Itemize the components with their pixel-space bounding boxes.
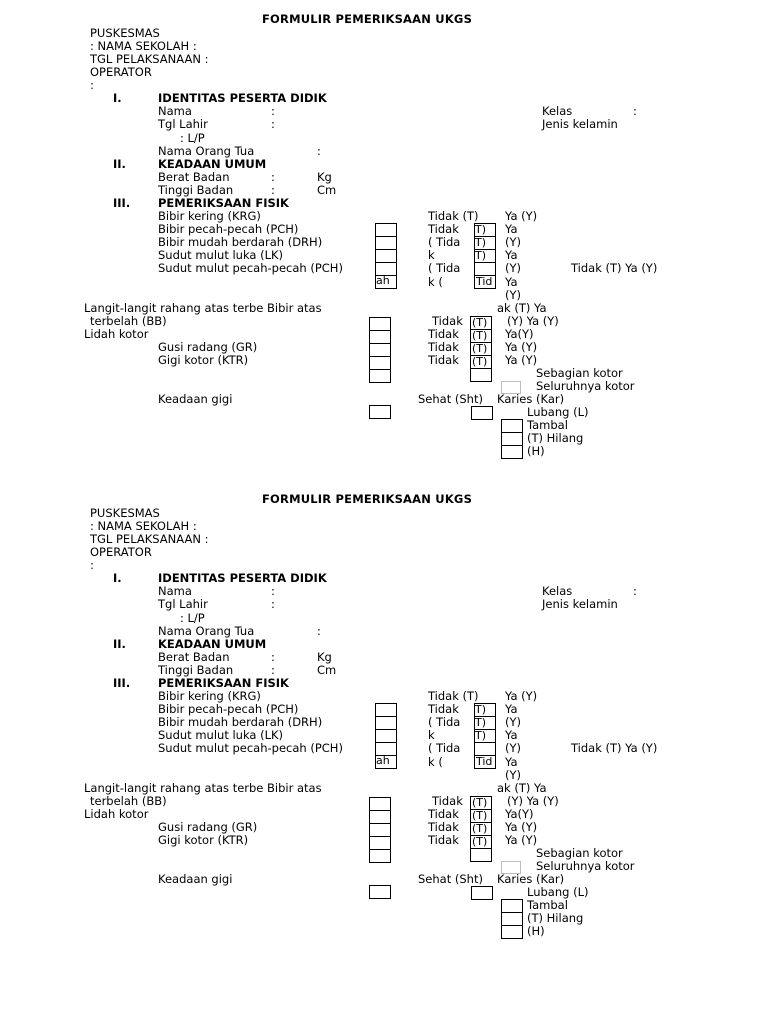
checkbox-text: (T) — [472, 836, 488, 847]
item-terbelah: terbelah (BB) — [90, 794, 167, 808]
option-lubang: Lubang (L) — [527, 405, 589, 419]
item-gigi-kotor: Gigi kotor (KTR) — [158, 833, 249, 847]
answer-tidak: Tidak (T) — [428, 209, 479, 223]
answer-ya: (Y) — [505, 261, 521, 275]
checkbox[interactable] — [501, 419, 523, 433]
checkbox-text: (T) — [472, 823, 488, 834]
item-keadaan-gigi: Keadaan gigi — [158, 872, 233, 886]
checkbox[interactable] — [369, 836, 391, 850]
tgl-pelaksanaan-label: TGL PELAKSANAAN : — [90, 52, 209, 66]
checkbox-text: Tid — [476, 756, 493, 767]
item-keadaan-gigi: Keadaan gigi — [158, 392, 233, 406]
operator-colon: : — [90, 78, 94, 92]
checkbox[interactable] — [471, 886, 493, 900]
checkbox[interactable] — [375, 249, 397, 263]
answer-tidak: k — [428, 728, 435, 742]
answer-tidak: k — [428, 248, 435, 262]
answer-ya: Ya — [505, 222, 518, 236]
answer-tidak: ( Tida — [428, 235, 461, 249]
answer-tidak: k ( — [428, 275, 443, 289]
answer-tidak: Tidak — [428, 353, 459, 367]
tgl-lahir-label: Tgl Lahir — [158, 117, 208, 131]
checkbox[interactable] — [375, 262, 397, 276]
tgl-lahir-colon: : — [271, 117, 275, 131]
section-3-number: III. — [113, 196, 131, 210]
answer-ya: (Y) — [505, 235, 521, 249]
answer-tidak: Tidak — [432, 314, 463, 328]
answer-tidak: ( Tida — [428, 715, 461, 729]
item-lidah-kotor: Lidah kotor — [84, 807, 149, 821]
answer-ya: Ya — [505, 702, 518, 716]
answer-ya: Ya — [505, 728, 518, 742]
answer-ya: Ya — [505, 275, 518, 289]
section-2-number: II. — [113, 157, 126, 171]
answer-langit: ak (T) Ya — [497, 781, 547, 795]
answer-tidak: Tidak (T) — [428, 689, 479, 703]
section-3-title: PEMERIKSAAN FISIK — [158, 676, 289, 690]
operator-colon: : — [90, 558, 94, 572]
option-tambal: Tambal — [527, 418, 568, 432]
checkbox[interactable] — [369, 405, 391, 419]
operator-label: OPERATOR — [90, 545, 152, 559]
answer-tidak: Tidak — [428, 820, 459, 834]
nama-orang-tua-label: Nama Orang Tua — [158, 624, 255, 638]
option-seluruhnya-kotor: Seluruhnya kotor — [536, 859, 635, 873]
tinggi-badan-colon: : — [271, 663, 275, 677]
section-3-title: PEMERIKSAAN FISIK — [158, 196, 289, 210]
checkbox[interactable] — [375, 742, 397, 756]
nama-orang-tua-colon: : — [317, 624, 321, 638]
option-sebagian-kotor: Sebagian kotor — [536, 366, 623, 380]
answer-ya: Ya(Y) — [505, 327, 534, 341]
checkbox-text: Tid — [476, 276, 493, 287]
checkbox[interactable] — [369, 849, 391, 863]
item-langit-langit: Langit-langit rahang atas terbe Bibir atas — [84, 781, 322, 795]
option-karies: Karies (Kar) — [497, 392, 565, 406]
answer-ya: (Y) — [505, 288, 521, 302]
section-1-title: IDENTITAS PESERTA DIDIK — [158, 91, 327, 105]
item-sudut-pecah: Sudut mulut pecah-pecah (PCH) — [158, 261, 343, 275]
option-karies: Karies (Kar) — [497, 872, 565, 886]
section-2-title: KEADAAN UMUM — [158, 637, 267, 651]
option-h: (H) — [527, 924, 545, 938]
checkbox[interactable] — [474, 742, 496, 756]
answer-tidak: Tidak — [428, 833, 459, 847]
checkbox-text: T) — [475, 717, 487, 728]
checkbox[interactable] — [501, 912, 523, 926]
checkbox-overflow-text: ah — [376, 755, 390, 766]
checkbox-text: (T) — [472, 356, 488, 367]
option-tambal: Tambal — [527, 898, 568, 912]
nama-label: Nama — [158, 104, 192, 118]
item-lidah-kotor: Lidah kotor — [84, 327, 149, 341]
item-bibir-berdarah: Bibir mudah berdarah (DRH) — [158, 235, 323, 249]
checkbox-text: T) — [475, 730, 487, 741]
item-bibir-pecah: Bibir pecah-pecah (PCH) — [158, 222, 299, 236]
section-1-number: I. — [113, 571, 122, 585]
checkbox[interactable] — [375, 236, 397, 250]
item-sudut-luka: Sudut mulut luka (LK) — [158, 728, 284, 742]
answer-ya: Ya(Y) — [505, 807, 534, 821]
answer-ya: Ya — [505, 248, 518, 262]
form-2 — [0, 480, 768, 960]
jenis-kelamin-options: : L/P — [180, 611, 205, 625]
checkbox[interactable] — [369, 369, 391, 383]
checkbox[interactable] — [369, 356, 391, 370]
answer-ya: (Y) — [505, 715, 521, 729]
item-gusi-radang: Gusi radang (GR) — [158, 820, 258, 834]
item-sudut-pecah: Sudut mulut pecah-pecah (PCH) — [158, 741, 343, 755]
answer-ya: Ya (Y) — [505, 209, 538, 223]
answer-tidak: k ( — [428, 755, 443, 769]
nama-sekolah-label: : NAMA SEKOLAH : — [90, 39, 197, 53]
checkbox[interactable] — [474, 262, 496, 276]
checkbox[interactable] — [471, 406, 493, 420]
nama-colon: : — [271, 584, 275, 598]
checkbox[interactable] — [375, 223, 397, 237]
checkbox[interactable] — [369, 797, 391, 811]
checkbox[interactable] — [369, 317, 391, 331]
item-langit-langit: Langit-langit rahang atas terbe Bibir atas — [84, 301, 322, 315]
answer-ya: Ya (Y) — [505, 689, 538, 703]
section-2-number: II. — [113, 637, 126, 651]
checkbox[interactable] — [375, 729, 397, 743]
answer-ya: Ya (Y) — [505, 340, 538, 354]
section-1-title: IDENTITAS PESERTA DIDIK — [158, 571, 327, 585]
checkbox-text: (T) — [472, 810, 488, 821]
checkbox-text: (T) — [472, 330, 488, 341]
answer-ya: Ya — [505, 755, 518, 769]
checkbox-text: T) — [475, 237, 487, 248]
checkbox[interactable] — [369, 343, 391, 357]
tinggi-badan-label: Tinggi Badan — [158, 183, 234, 197]
tgl-lahir-label: Tgl Lahir — [158, 597, 208, 611]
option-seluruhnya-kotor: Seluruhnya kotor — [536, 379, 635, 393]
section-1-number: I. — [113, 91, 122, 105]
checkbox[interactable] — [369, 823, 391, 837]
checkbox-text: (T) — [472, 317, 488, 328]
section-2-title: KEADAAN UMUM — [158, 157, 267, 171]
checkbox-text: T) — [475, 250, 487, 261]
checkbox-text: (T) — [472, 797, 488, 808]
option-hilang: (T) Hilang — [527, 431, 584, 445]
kelas-label: Kelas — [542, 584, 573, 598]
tinggi-badan-colon: : — [271, 183, 275, 197]
nama-sekolah-label: : NAMA SEKOLAH : — [90, 519, 197, 533]
form-title: FORMULIR PEMERIKSAAN UKGS — [262, 12, 473, 26]
nama-orang-tua-colon: : — [317, 144, 321, 158]
item-bibir-kering: Bibir kering (KRG) — [158, 689, 261, 703]
form-1 — [0, 0, 768, 480]
checkbox[interactable] — [470, 848, 492, 862]
option-sebagian-kotor: Sebagian kotor — [536, 846, 623, 860]
answer-tidak: Tidak — [432, 794, 463, 808]
answer-tidak: Tidak — [428, 327, 459, 341]
jenis-kelamin-label: Jenis kelamin — [542, 117, 618, 131]
answer-tidak: Tidak — [428, 702, 459, 716]
checkbox[interactable] — [375, 716, 397, 730]
option-sehat: Sehat (Sht) — [418, 872, 483, 886]
operator-label: OPERATOR — [90, 65, 152, 79]
nama-colon: : — [271, 104, 275, 118]
option-sehat: Sehat (Sht) — [418, 392, 483, 406]
answer-ya: (Y) — [505, 768, 521, 782]
tgl-pelaksanaan-label: TGL PELAKSANAAN : — [90, 532, 209, 546]
item-bibir-berdarah: Bibir mudah berdarah (DRH) — [158, 715, 323, 729]
jenis-kelamin-label: Jenis kelamin — [542, 597, 618, 611]
item-bibir-pecah: Bibir pecah-pecah (PCH) — [158, 702, 299, 716]
checkbox[interactable] — [470, 368, 492, 382]
kelas-colon: : — [633, 104, 637, 118]
berat-badan-unit: Kg — [317, 170, 332, 184]
checkbox[interactable] — [369, 885, 391, 899]
tinggi-badan-unit: Cm — [317, 183, 337, 197]
answer-tidak: ( Tida — [428, 741, 461, 755]
checkbox[interactable] — [501, 925, 523, 939]
answer-extra: Tidak (T) Ya (Y) — [571, 741, 658, 755]
answer-tidak: Tidak — [428, 340, 459, 354]
berat-badan-colon: : — [271, 650, 275, 664]
puskesmas-label: PUSKESMAS — [90, 26, 160, 40]
answer-ya: (Y) Ya (Y) — [507, 314, 559, 328]
tinggi-badan-label: Tinggi Badan — [158, 663, 234, 677]
answer-tidak: ( Tida — [428, 261, 461, 275]
item-gusi-radang: Gusi radang (GR) — [158, 340, 258, 354]
tgl-lahir-colon: : — [271, 597, 275, 611]
answer-ya: (Y) — [505, 741, 521, 755]
checkbox-text: T) — [475, 224, 487, 235]
checkbox[interactable] — [501, 899, 523, 913]
item-gigi-kotor: Gigi kotor (KTR) — [158, 353, 249, 367]
nama-orang-tua-label: Nama Orang Tua — [158, 144, 255, 158]
kelas-label: Kelas — [542, 104, 573, 118]
option-hilang: (T) Hilang — [527, 911, 584, 925]
answer-tidak: Tidak — [428, 807, 459, 821]
answer-ya: Ya (Y) — [505, 353, 538, 367]
item-bibir-kering: Bibir kering (KRG) — [158, 209, 261, 223]
checkbox-text: T) — [475, 704, 487, 715]
checkbox[interactable] — [501, 445, 523, 459]
kelas-colon: : — [633, 584, 637, 598]
answer-ya: (Y) Ya (Y) — [507, 794, 559, 808]
checkbox-text: (T) — [472, 343, 488, 354]
berat-badan-label: Berat Badan — [158, 170, 230, 184]
tinggi-badan-unit: Cm — [317, 663, 337, 677]
berat-badan-colon: : — [271, 170, 275, 184]
answer-ya: Ya (Y) — [505, 820, 538, 834]
item-terbelah: terbelah (BB) — [90, 314, 167, 328]
answer-tidak: Tidak — [428, 222, 459, 236]
checkbox[interactable] — [369, 330, 391, 344]
form-title: FORMULIR PEMERIKSAAN UKGS — [262, 492, 473, 506]
berat-badan-label: Berat Badan — [158, 650, 230, 664]
checkbox[interactable] — [375, 703, 397, 717]
option-h: (H) — [527, 444, 545, 458]
checkbox[interactable] — [501, 432, 523, 446]
checkbox[interactable] — [369, 810, 391, 824]
berat-badan-unit: Kg — [317, 650, 332, 664]
item-sudut-luka: Sudut mulut luka (LK) — [158, 248, 284, 262]
option-lubang: Lubang (L) — [527, 885, 589, 899]
answer-extra: Tidak (T) Ya (Y) — [571, 261, 658, 275]
puskesmas-label: PUSKESMAS — [90, 506, 160, 520]
section-3-number: III. — [113, 676, 131, 690]
checkbox-overflow-text: ah — [376, 275, 390, 286]
answer-langit: ak (T) Ya — [497, 301, 547, 315]
jenis-kelamin-options: : L/P — [180, 131, 205, 145]
answer-ya: Ya (Y) — [505, 833, 538, 847]
nama-label: Nama — [158, 584, 192, 598]
